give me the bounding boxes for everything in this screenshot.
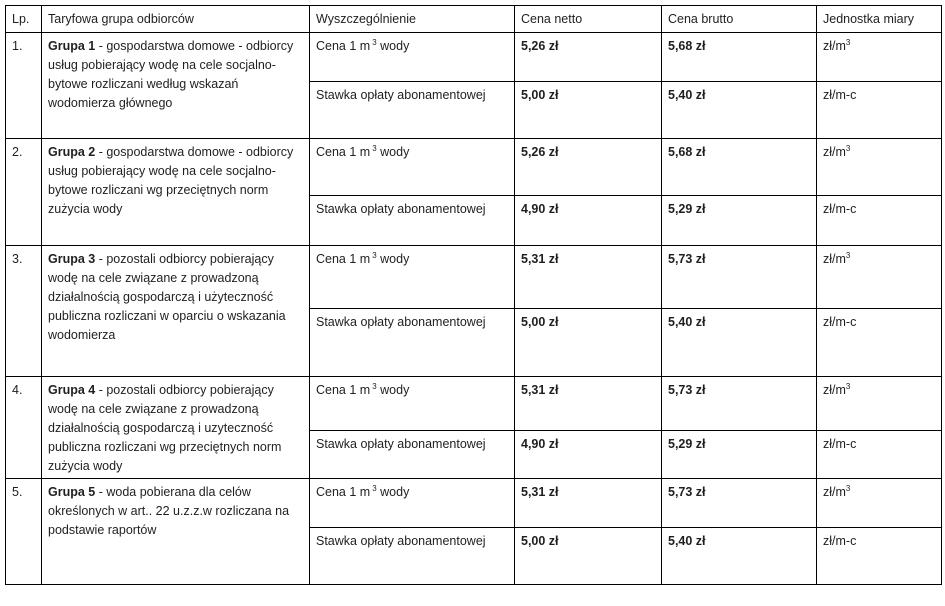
group-desc-text: - pozostali odbiorcy pobierający wodę na cele związane z prowadzoną działalnością gospodarczą i użyteczność publiczna rozliczani w oparciu o wskazania wodomierza	[48, 252, 286, 342]
water-unit: $zł/m^3$	[817, 377, 942, 431]
header-unit: Jednostka miary	[817, 6, 942, 33]
fee-unit: zł/m-c	[817, 196, 942, 246]
water-net-price: 5,31 zł	[515, 246, 662, 309]
group-desc-text: - gospodarstwa domowe - odbiorcy usług pobierający wodę na cele socjalno-bytowe rozliczani według wskazań wodomierza głównego	[48, 39, 294, 110]
water-price-label: Cena 1 m $^3$ wody	[310, 33, 515, 82]
row-number: 3.	[6, 246, 42, 377]
water-unit: $zł/m^3$	[817, 33, 942, 82]
header-net-price: Cena netto	[515, 6, 662, 33]
water-unit: $zł/m^3$	[817, 479, 942, 528]
row-number: 5.	[6, 479, 42, 585]
group-name: Grupa 2	[48, 145, 96, 159]
water-price-label: Cena 1 m $^3$ wody	[310, 246, 515, 309]
water-unit: $zł/m^3$	[817, 246, 942, 309]
group-name: Grupa 1	[48, 39, 96, 53]
water-gross-price: 5,73 zł	[662, 377, 817, 431]
group-desc-text: - pozostali odbiorcy pobierający wodę na cele związane z prowadzoną działalnością gospodarczą i uzyteczność publiczna rozliczani wg przeciętnych norm zużycia wody	[48, 383, 282, 473]
table-row	[6, 479, 942, 528]
fee-unit: zł/m-c	[817, 528, 942, 585]
fee-unit: zł/m-c	[817, 430, 942, 478]
water-price-label: Cena 1 m $^3$ wody	[310, 479, 515, 528]
water-price-label: Cena 1 m $^3$ wody	[310, 139, 515, 196]
water-price-label: Cena 1 m $^3$ wody	[310, 377, 515, 431]
header-spec: Wyszczególnienie	[310, 6, 515, 33]
fee-label: Stawka opłaty abonamentowej	[310, 528, 515, 585]
water-gross-price: 5,73 zł	[662, 479, 817, 528]
group-description	[42, 377, 310, 479]
water-net-price: 5,26 zł	[515, 33, 662, 82]
group-name: Grupa 3	[48, 252, 96, 266]
fee-net-price: 5,00 zł	[515, 309, 662, 377]
fee-net-price: 4,90 zł	[515, 430, 662, 478]
fee-label: Stawka opłaty abonamentowej	[310, 196, 515, 246]
fee-gross-price: 5,29 zł	[662, 430, 817, 478]
fee-net-price: 5,00 zł	[515, 82, 662, 139]
group-description	[42, 246, 310, 377]
fee-net-price: 4,90 zł	[515, 196, 662, 246]
fee-net-price: 5,00 zł	[515, 528, 662, 585]
water-unit: $zł/m^3$	[817, 139, 942, 196]
group-desc-text: - gospodarstwa domowe - odbiorcy usług pobierający wodę na cele socjalno-bytowe rozliczani wg przeciętnych norm zużycia wody	[48, 145, 294, 216]
water-gross-price: 5,68 zł	[662, 33, 817, 82]
table-row	[6, 33, 942, 82]
water-gross-price: 5,73 zł	[662, 246, 817, 309]
group-description	[42, 139, 310, 246]
fee-gross-price: 5,40 zł	[662, 309, 817, 377]
water-gross-price: 5,68 zł	[662, 139, 817, 196]
fee-gross-price: 5,40 zł	[662, 82, 817, 139]
fee-gross-price: 5,29 zł	[662, 196, 817, 246]
group-name: Grupa 4	[48, 383, 96, 397]
header-row	[6, 6, 942, 33]
header-lp: Lp.	[6, 6, 42, 33]
row-number: 4.	[6, 377, 42, 479]
fee-label: Stawka opłaty abonamentowej	[310, 430, 515, 478]
table-row	[6, 377, 942, 431]
group-description	[42, 33, 310, 139]
fee-unit: zł/m-c	[817, 309, 942, 377]
fee-label: Stawka opłaty abonamentowej	[310, 82, 515, 139]
fee-unit: zł/m-c	[817, 82, 942, 139]
tariff-table	[5, 5, 942, 585]
group-description	[42, 479, 310, 585]
water-net-price: 5,31 zł	[515, 377, 662, 431]
group-desc-text: - woda pobierana dla celów określonych w art.. 22 u.z.z.w rozliczana na podstawie raportów	[48, 485, 290, 537]
header-group: Taryfowa grupa odbiorców	[42, 6, 310, 33]
table-row	[6, 139, 942, 196]
header-gross-price: Cena brutto	[662, 6, 817, 33]
fee-gross-price: 5,40 zł	[662, 528, 817, 585]
row-number: 2.	[6, 139, 42, 246]
row-number: 1.	[6, 33, 42, 139]
water-net-price: 5,26 zł	[515, 139, 662, 196]
group-name: Grupa 5	[48, 485, 96, 499]
table-row	[6, 246, 942, 309]
water-net-price: 5,31 zł	[515, 479, 662, 528]
fee-label: Stawka opłaty abonamentowej	[310, 309, 515, 377]
